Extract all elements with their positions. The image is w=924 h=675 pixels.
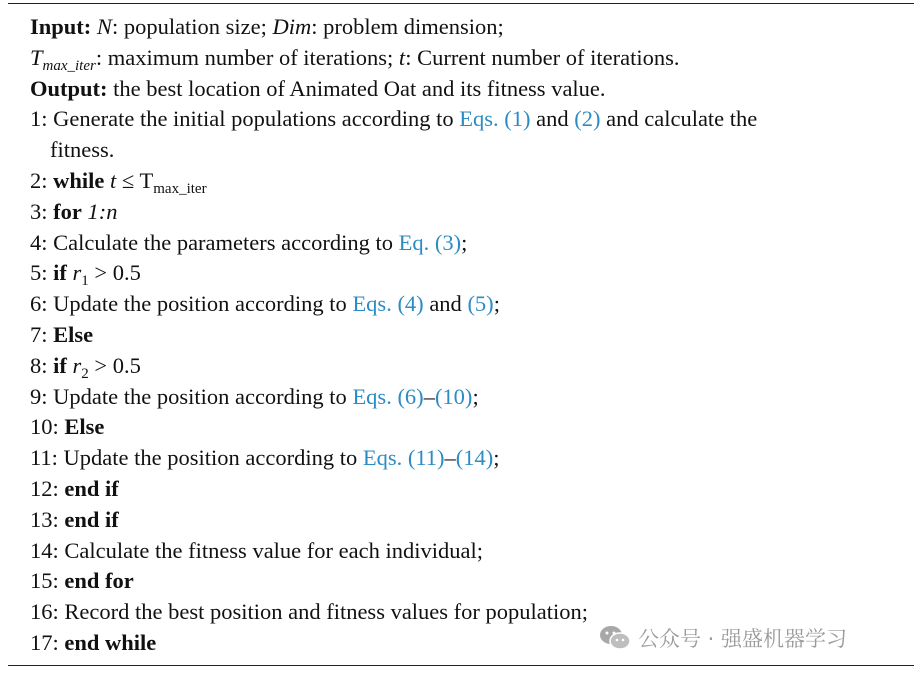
end-if-keyword: end if: [64, 475, 119, 501]
step-2-T: T: [139, 167, 154, 193]
eq-ref-4[interactable]: Eqs. (4): [352, 291, 424, 317]
step-14-text: 14: Calculate the fitness value for each individual;: [30, 537, 483, 563]
algorithm-step-6: [30, 289, 910, 320]
step-5-number: 5:: [30, 260, 54, 286]
step-9-dash: –: [423, 383, 435, 409]
algorithm-step-8: [30, 351, 910, 382]
end-for-keyword: end for: [64, 568, 134, 594]
input-dim-var: Dim: [272, 14, 312, 39]
watermark: [598, 622, 847, 654]
step-8-number: 8:: [30, 352, 54, 378]
algorithm-step-13: [30, 505, 910, 536]
eq-ref-14[interactable]: (14): [455, 445, 494, 471]
step-12-number: 12:: [30, 475, 65, 501]
step-4-text: 4: Calculate the parameters according to: [30, 229, 399, 255]
step-5-r-var: r: [66, 260, 82, 286]
step-13-number: 13:: [30, 506, 65, 532]
step-1-text: 1: Generate the initial populations according to: [30, 106, 460, 132]
step-1-tail: and calculate the: [600, 106, 758, 132]
input-n-desc: : population size;: [111, 14, 273, 39]
step-5-subscript: 1: [81, 273, 89, 290]
t-var: t: [398, 44, 406, 70]
algorithm-tmax-line: [30, 43, 910, 74]
step-15-number: 15:: [30, 568, 65, 594]
step-8-r-var: r: [66, 352, 82, 378]
input-n-var: N: [96, 14, 112, 39]
algorithm-step-9: [30, 382, 910, 413]
step-2-subscript: max_iter: [153, 180, 207, 197]
t-desc: : Current number of iterations.: [405, 44, 680, 70]
table-top-rule: [8, 3, 914, 4]
if-keyword: if: [53, 260, 67, 286]
algorithm-step-14: [30, 536, 910, 567]
step-11-text: 11: Update the position according to: [30, 445, 363, 471]
algorithm-step-1-continuation: [30, 135, 910, 166]
step-1-and: and: [530, 106, 575, 132]
algorithm-step-15: [30, 566, 910, 597]
output-desc: the best location of Animated Oat and its fitness value.: [107, 75, 606, 101]
algorithm-step-12: [30, 474, 910, 505]
watermark-text: 公众号 · 强盛机器学习: [638, 627, 848, 651]
algorithm-step-1: [30, 104, 910, 135]
output-label: Output:: [30, 75, 108, 101]
step-8-condition: > 0.5: [88, 352, 141, 378]
algorithm-step-7: [30, 320, 910, 351]
step-11-dash: –: [444, 445, 456, 471]
step-6-text: 6: Update the position according to: [30, 291, 353, 317]
step-5-condition: > 0.5: [88, 260, 141, 286]
step-6-and: and: [423, 291, 468, 317]
step-4-tail: ;: [461, 229, 468, 255]
step-6-tail: ;: [493, 291, 500, 317]
algorithm-step-5: [30, 258, 910, 289]
algorithm-block: [30, 12, 910, 659]
tmax-var: T: [30, 44, 43, 70]
eq-ref-11[interactable]: Eqs. (11): [362, 445, 445, 471]
algorithm-step-4: [30, 228, 910, 259]
step-8-subscript: 2: [81, 365, 89, 382]
eq-ref-3[interactable]: Eq. (3): [398, 229, 462, 255]
eq-ref-10[interactable]: (10): [434, 383, 473, 409]
eq-ref-1[interactable]: Eqs. (1): [459, 106, 531, 132]
end-if-keyword: end if: [64, 506, 119, 532]
step-2-t-var: t: [104, 167, 117, 193]
table-bottom-rule: [8, 665, 914, 666]
step-2-operator: ≤: [116, 167, 140, 193]
algorithm-step-11: [30, 443, 910, 474]
eq-ref-6[interactable]: Eqs. (6): [352, 383, 424, 409]
step-9-text: 9: Update the position according to: [30, 383, 353, 409]
algorithm-input-line: [30, 12, 910, 43]
while-keyword: while: [53, 167, 105, 193]
step-17-number: 17:: [30, 629, 65, 655]
algorithm-step-3: [30, 197, 910, 228]
wechat-icon: [598, 624, 632, 652]
else-keyword: Else: [64, 414, 105, 440]
step-9-tail: ;: [472, 383, 479, 409]
step-2-number: 2:: [30, 167, 54, 193]
algorithm-step-10: [30, 412, 910, 443]
step-3-number: 3:: [30, 198, 54, 224]
else-keyword: Else: [53, 321, 94, 347]
for-keyword: for: [53, 198, 82, 224]
tmax-desc: : maximum number of iterations;: [95, 44, 399, 70]
algorithm-step-2: [30, 166, 910, 197]
end-while-keyword: end while: [64, 629, 157, 655]
algorithm-output-line: [30, 74, 910, 105]
eq-ref-5[interactable]: (5): [467, 291, 494, 317]
step-1-cont-text: fitness.: [50, 137, 115, 163]
step-11-tail: ;: [493, 445, 500, 471]
eq-ref-2[interactable]: (2): [574, 106, 601, 132]
if-keyword: if: [53, 352, 67, 378]
tmax-subscript: max_iter: [42, 57, 96, 74]
for-range: 1:n: [81, 198, 118, 224]
step-7-number: 7:: [30, 321, 54, 347]
input-dim-desc: : problem dimension;: [311, 14, 504, 39]
step-16-text: 16: Record the best position and fitness values for population;: [30, 599, 589, 625]
input-label: Input:: [30, 14, 92, 39]
step-10-number: 10:: [30, 414, 65, 440]
